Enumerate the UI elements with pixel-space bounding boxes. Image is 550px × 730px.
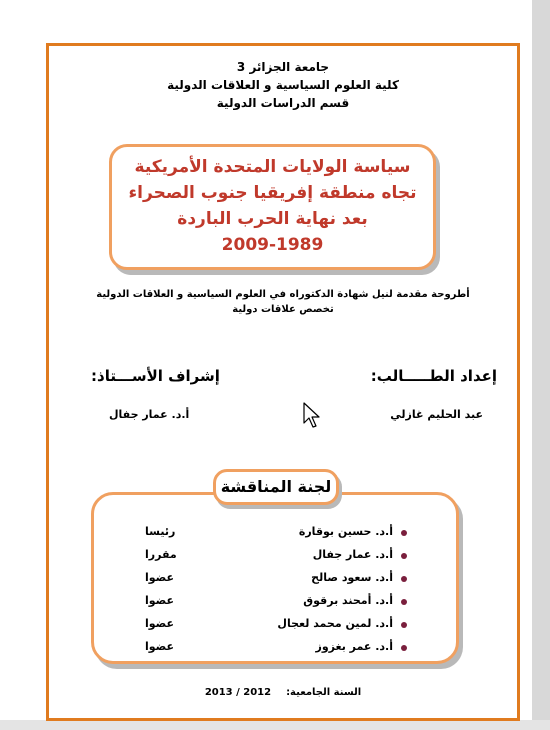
committee-member-role: عضوا bbox=[145, 617, 175, 630]
committee-member-role: عضوا bbox=[145, 640, 175, 653]
viewer-margin-bottom bbox=[0, 720, 550, 730]
thesis-title-line-2: تجاه منطقة إفريقيا جنوب الصحراء bbox=[128, 183, 417, 203]
committee-member-name: أ.د. عمر بغزوز bbox=[315, 640, 393, 653]
supervisor-label: إشراف الأســـتاذ: bbox=[91, 367, 220, 385]
thesis-specialization: تخصص علاقات دولية bbox=[232, 304, 334, 315]
page-frame bbox=[46, 43, 520, 721]
supervisor-name: أ.د. عمار جفال bbox=[109, 408, 190, 421]
bullet-icon bbox=[401, 530, 407, 536]
committee-member-row bbox=[49, 546, 523, 566]
thesis-description: أطروحة مقدمة لنيل شهادة الدكتوراه في العلوم السياسية و العلاقات الدولية bbox=[96, 289, 470, 300]
thesis-title-line-1: سياسة الولايات المتحدة الأمريكية bbox=[134, 157, 411, 177]
academic-year-label: السنة الجامعية: bbox=[286, 687, 362, 698]
faculty-name: كلية العلوم السياسية و العلاقات الدولية bbox=[167, 78, 399, 92]
committee-member-row bbox=[49, 523, 523, 543]
committee-member-row bbox=[49, 638, 523, 658]
committee-member-name: أ.د. سعود صالح bbox=[311, 571, 393, 584]
bullet-icon bbox=[401, 576, 407, 582]
student-name: عبد الحليم غازلي bbox=[390, 408, 483, 421]
bullet-icon bbox=[401, 553, 407, 559]
committee-member-row bbox=[49, 569, 523, 589]
department-name: قسم الدراسات الدولية bbox=[216, 96, 350, 110]
committee-member-name: أ.د. حسين بوقارة bbox=[298, 525, 393, 538]
bullet-icon bbox=[401, 599, 407, 605]
academic-year-value: 2013 / 2012 bbox=[204, 687, 272, 698]
committee-member-role: مقررا bbox=[145, 548, 177, 561]
university-name: جامعة الجزائر 3 bbox=[236, 60, 330, 74]
committee-member-name: أ.د. عمار جفال bbox=[312, 548, 393, 561]
committee-member-role: عضوا bbox=[145, 571, 175, 584]
bullet-icon bbox=[401, 622, 407, 628]
committee-member-name: أ.د. لمين محمد لعجال bbox=[277, 617, 393, 630]
mouse-pointer-icon bbox=[303, 402, 321, 430]
prepared-by-label: إعداد الطـــــالب: bbox=[370, 367, 497, 385]
committee-member-role: عضوا bbox=[145, 594, 175, 607]
thesis-period: 2009-1989 bbox=[221, 235, 324, 255]
committee-member-name: أ.د. أمحند برقوق bbox=[303, 594, 393, 607]
committee-member-row bbox=[49, 615, 523, 635]
viewer-margin-right bbox=[532, 0, 550, 730]
academic-year bbox=[49, 687, 517, 698]
thesis-title-line-3: بعد نهاية الحرب الباردة bbox=[177, 209, 368, 229]
bullet-icon bbox=[401, 645, 407, 651]
committee-title: لجنة المناقشة bbox=[213, 469, 339, 505]
thesis-title-box bbox=[109, 144, 436, 270]
committee-member-row bbox=[49, 592, 523, 612]
committee-member-role: رئيسا bbox=[145, 525, 176, 538]
